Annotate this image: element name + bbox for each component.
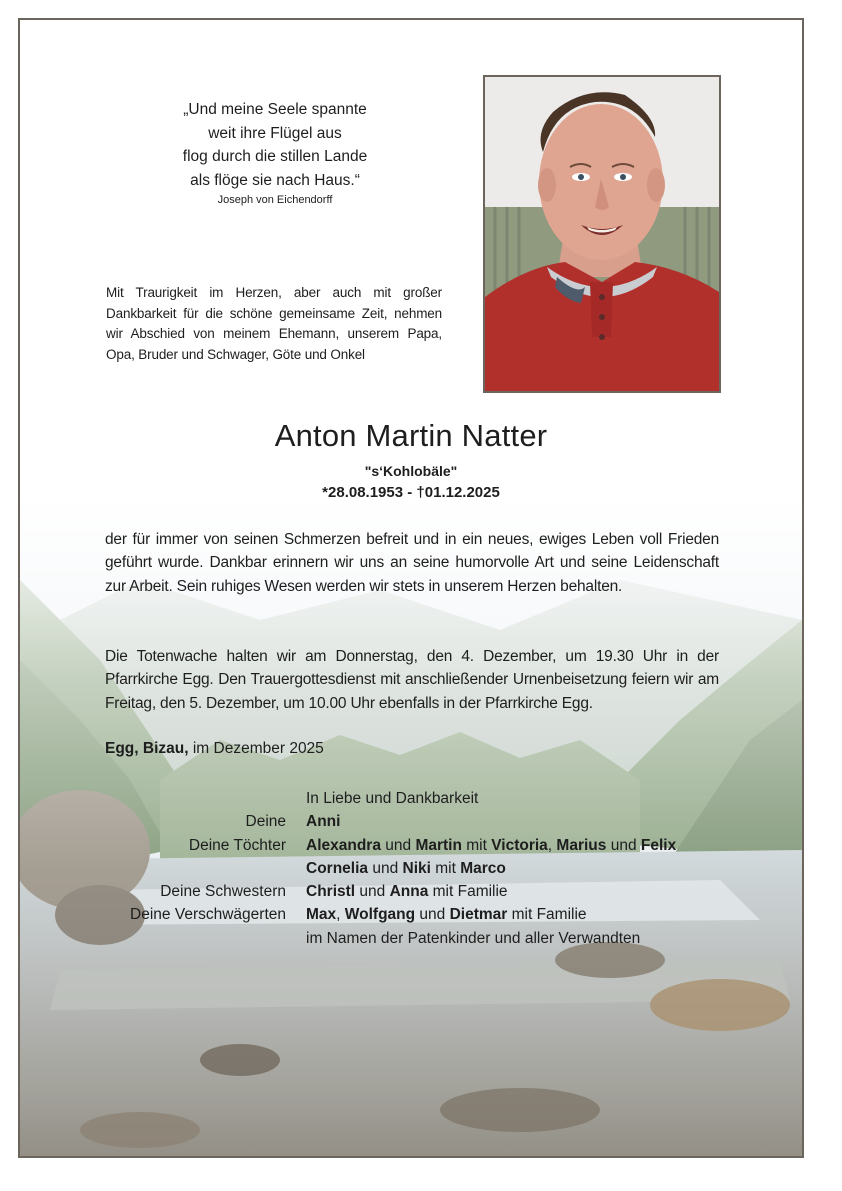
mourner-name: Victoria xyxy=(491,836,548,854)
mourner-connector: , xyxy=(547,836,557,854)
mourner-name: Max xyxy=(306,906,337,924)
mourner-connector: mit xyxy=(430,859,461,877)
mourner-relation: Deine Töchter xyxy=(188,836,286,854)
mourner-name: Marco xyxy=(460,859,506,877)
mourner-connector: und xyxy=(415,906,450,924)
mourner-row xyxy=(80,927,770,950)
mourner-relation: Deine Verschwägerten xyxy=(130,906,286,924)
place-and-date xyxy=(105,738,324,760)
quote-line: „Und meine Seele spannte xyxy=(183,101,367,118)
quote-line: als flöge sie nach Haus.“ xyxy=(190,171,360,189)
place-name: Egg, Bizau, xyxy=(105,740,189,757)
mourner-connector: und xyxy=(368,859,403,877)
mourner-relation xyxy=(80,927,306,950)
quote-block xyxy=(150,98,400,208)
mourner-connector: und xyxy=(355,883,390,901)
intro-text: Mit Traurigkeit im Herzen, aber auch mit großer Dankbarkeit für die schöne gemeinsame Zeit, nehmen wir Abschied von meinem Ehemann, unserem Papa, Opa, Bruder und Schwager, Göte und Onkel xyxy=(106,285,442,362)
mourner-row xyxy=(80,880,770,903)
mourner-name: Anna xyxy=(389,883,429,901)
mourner-connector: und xyxy=(380,836,416,854)
portrait-photo xyxy=(483,75,721,393)
mourner-connector: , xyxy=(336,906,345,924)
mourner-relation: Deine Schwestern xyxy=(160,883,286,901)
mourner-connector: im Namen der Patenkinder und aller Verwandten xyxy=(306,929,641,947)
mourner-connector: und xyxy=(606,836,641,854)
quote-line: weit ihre Flügel aus xyxy=(208,124,342,142)
quote-author: Joseph von Eichendorff xyxy=(217,194,333,206)
mourner-name: Niki xyxy=(402,859,431,877)
paragraph-memory: der für immer von seinen Schmerzen befreit und in ein neues, ewiges Leben voll Frieden geführt wurde. Dankbar erinnern wir uns an seine humorvolle Art und seine Leidenschaft zur Arbeit. Sein ruhiges Wesen werden wir stets in unserem Herzen behalten. xyxy=(105,531,719,595)
life-dates: *28.08.1953 - †01.12.2025 xyxy=(322,484,500,501)
mourner-names xyxy=(306,903,770,926)
mourner-relation xyxy=(80,857,306,880)
mourner-row xyxy=(80,903,770,926)
mourner-name: Felix xyxy=(640,836,677,854)
mourner-names xyxy=(306,834,770,857)
obituary-card xyxy=(18,18,804,1158)
mourner-connector: mit xyxy=(461,836,492,854)
mourner-name: Wolfgang xyxy=(344,906,416,924)
mourner-row xyxy=(80,857,770,880)
mourner-name: Anni xyxy=(306,813,341,831)
mourner-connector: mit Familie xyxy=(428,883,508,901)
mourner-names xyxy=(306,810,770,833)
deceased-name: Anton Martin Natter xyxy=(274,418,548,453)
mourner-name: Alexandra xyxy=(306,836,381,854)
mourner-name: Cornelia xyxy=(306,859,369,877)
mourner-connector: mit Familie xyxy=(507,906,587,924)
mourners-intro: In Liebe und Dankbarkeit xyxy=(306,790,479,807)
mourner-name: Christl xyxy=(306,883,356,901)
mourner-names xyxy=(306,880,770,903)
mourner-row xyxy=(80,834,770,857)
mourner-names xyxy=(306,927,770,950)
mourner-name: Marius xyxy=(556,836,607,854)
mourner-relation: Deine xyxy=(245,813,286,831)
quote-line: flog durch die stillen Lande xyxy=(182,148,368,165)
mourners-list xyxy=(80,787,770,950)
mourners-intro-row xyxy=(80,787,770,810)
mourner-name: Dietmar xyxy=(449,906,508,924)
mourner-name: Martin xyxy=(415,836,462,854)
deceased-nickname: "s‘Kohlobäle" xyxy=(364,463,458,479)
date-text: im Dezember 2025 xyxy=(188,740,324,757)
paragraph-services: Die Totenwache halten wir am Donnerstag, den 4. Dezember, um 19.30 Uhr in der Pfarrkirche Egg. Den Trauergottesdienst mit anschließender Urnenbeisetzung feiern wir am Freitag, den 5. Dezember, um 10.00 Uhr ebenfalls in der Pfarrkirche Egg. xyxy=(105,648,719,712)
mourner-names xyxy=(306,857,770,880)
mourner-row xyxy=(80,810,770,833)
